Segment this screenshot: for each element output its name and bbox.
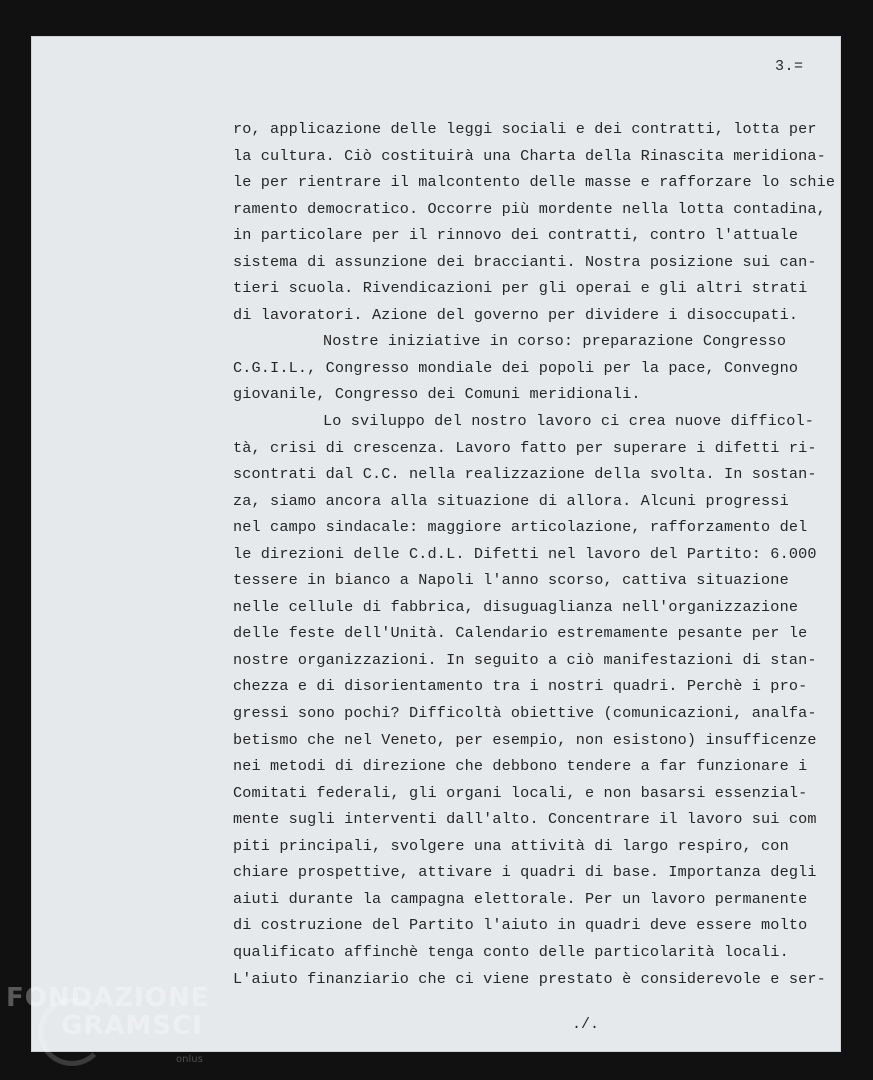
text-line: piti principali, svolgere una attività di largo respiro, con [233, 836, 789, 855]
text-line: mente sugli interventi dall'alto. Concentrare il lavoro sui com [233, 810, 817, 829]
text-line: L'aiuto finanziario che ci viene prestato è considerevole e ser- [233, 969, 826, 988]
text-line: delle feste dell'Unità. Calendario estremamente pesante per le [233, 624, 808, 643]
watermark-subtitle: onlus [176, 1054, 203, 1065]
text-line: tà, crisi di crescenza. Lavoro fatto per superare i difetti ri- [233, 438, 817, 457]
text-line: Comitati federali, gli organi locali, e non basarsi essenzial- [233, 783, 808, 802]
text-line: za, siamo ancora alla situazione di allora. Alcuni progressi [233, 491, 789, 510]
text-line: qualificato affinchè tenga conto delle particolarità locali. [233, 942, 789, 961]
foundation-logo-icon [38, 998, 106, 1066]
text-line: di costruzione del Partito l'aiuto in quadri deve essere molto [233, 916, 808, 935]
text-line: nostre organizzazioni. In seguito a ciò manifestazioni di stan- [233, 650, 817, 669]
text-line: nei metodi di direzione che debbono tendere a far funzionare i [233, 757, 808, 776]
text-line: gressi sono pochi? Difficoltà obiettive (comunicazioni, analfa- [233, 704, 817, 723]
text-line: nel campo sindacale: maggiore articolazione, rafforzamento del [233, 518, 808, 537]
text-line: sistema di assunzione dei braccianti. Nostra posizione sui can- [233, 252, 817, 271]
text-line: C.G.I.L., Congresso mondiale dei popoli per la pace, Convegno [233, 358, 799, 377]
text-line: le per rientrare il malcontento delle masse e rafforzare lo schie [233, 173, 836, 192]
text-line: tieri scuola. Rivendicazioni per gli operai e gli altri strati [233, 279, 808, 298]
text-line: in particolare per il rinnovo dei contratti, contro l'attuale [233, 226, 799, 245]
archive-watermark [6, 983, 210, 1065]
text-line: aiuti durante la campagna elettorale. Per un lavoro permanente [233, 889, 808, 908]
text-line: Lo sviluppo del nostro lavoro ci crea nuove difficol- [323, 412, 814, 431]
text-line: ramento democratico. Occorre più mordente nella lotta contadina, [233, 199, 826, 218]
watermark-line-2: GRAMSCI [61, 1011, 203, 1041]
text-line: betismo che nel Veneto, per esempio, non esistono) insufficenze [233, 730, 817, 749]
text-line: di lavoratori. Azione del governo per dividere i disoccupati. [233, 305, 799, 324]
text-line: giovanile, Congresso dei Comuni meridionali. [233, 385, 641, 404]
text-line: chezza e di disorientamento tra i nostri quadri. Perchè i pro- [233, 677, 808, 696]
text-line: nelle cellule di fabbrica, disuguaglianza nell'organizzazione [233, 597, 799, 616]
continuation-mark: ./. [572, 1016, 600, 1033]
text-line: ro, applicazione delle leggi sociali e dei contratti, lotta per [233, 120, 817, 138]
text-line: scontrati dal C.C. nella realizzazione della svolta. In sostan- [233, 465, 817, 484]
text-line: la cultura. Ciò costituirà una Charta della Rinascita meridiona- [233, 146, 826, 165]
page-number: 3.= [775, 58, 804, 75]
text-line: Nostre iniziative in corso: preparazione Congresso [323, 332, 787, 351]
text-line: tessere in bianco a Napoli l'anno scorso, cattiva situazione [233, 571, 789, 590]
text-line: le direzioni delle C.d.L. Difetti nel lavoro del Partito: 6.000 [233, 544, 817, 563]
document-body [233, 116, 836, 992]
watermark-line-1: FONDAZIONE [6, 983, 210, 1013]
text-line: chiare prospettive, attivare i quadri di base. Importanza degli [233, 863, 817, 882]
